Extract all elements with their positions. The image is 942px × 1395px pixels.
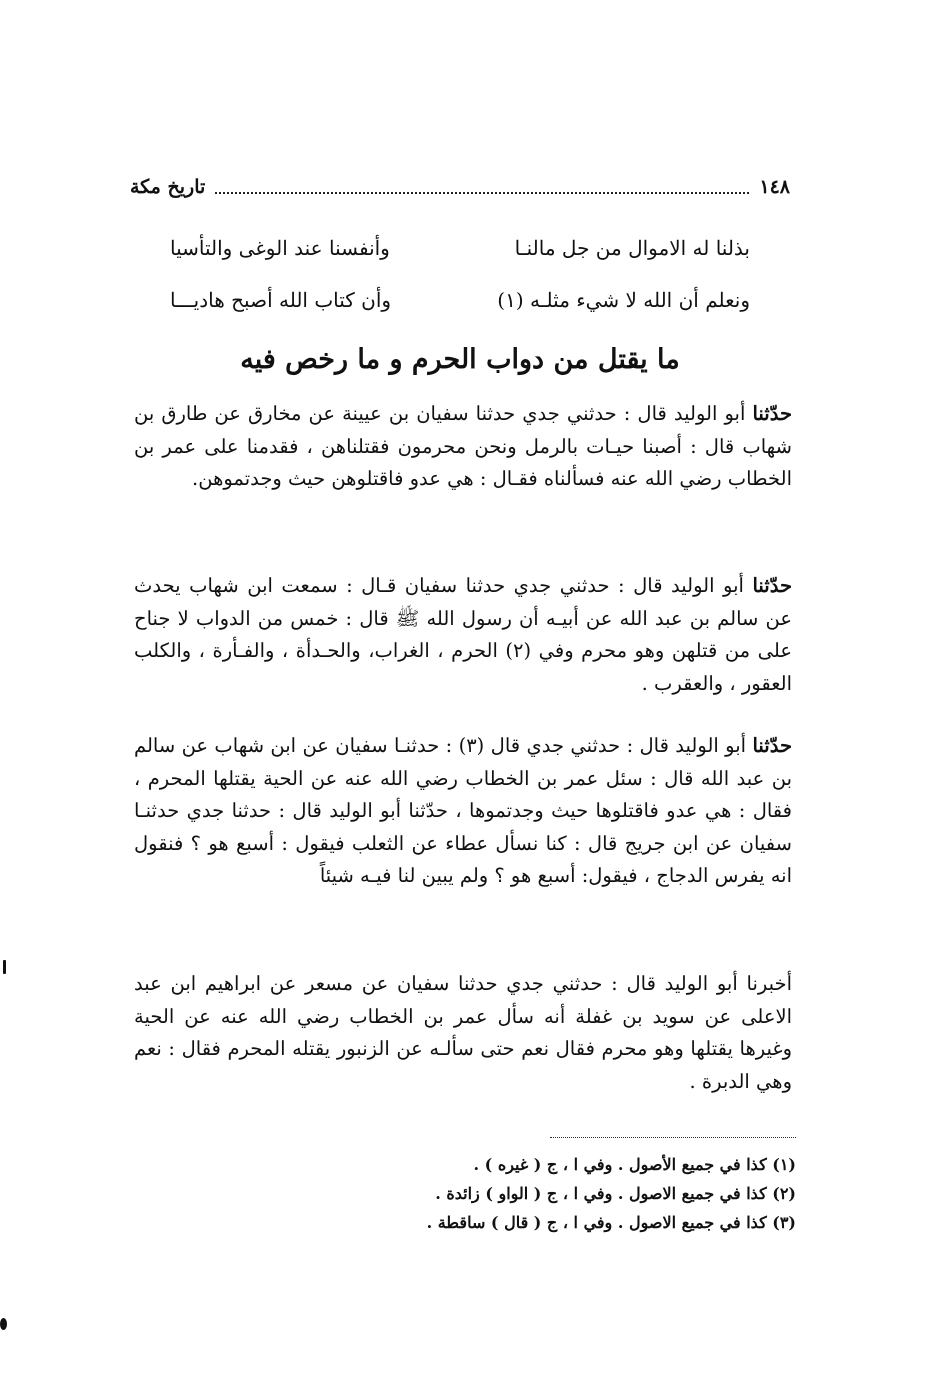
footnote-separator (550, 1137, 796, 1138)
paragraph-text: أبو الوليد قال : حدثني جدي حدثنا سفيان بن عيينة عن مخارق عن طارق بن شهاب قال : أصبنا حيـات بالرمل ونحن محرمون فقتلناهن ، فقدمنا على عمر بن الخطاب رضي الله عنه فسألناه فقـال : هي عدو فاقتلوهن حيث وجدتموهن. (134, 402, 792, 490)
footnote: (٣) كذا في جميع الاصول . وفي ا ، ج ( قال ) ساقطة . (426, 1213, 796, 1232)
paragraph-lead: حدّثنا (752, 574, 792, 597)
poem-line (170, 222, 750, 274)
paragraph (134, 968, 792, 1098)
footnote: (١) كذا في جميع الأصول . وفي ا ، ج ( غيره ) . (473, 1155, 796, 1174)
scan-mark (3, 960, 6, 974)
page-header (130, 172, 790, 202)
paragraph (134, 398, 792, 496)
section-title: ما يقتل من دواب الحرم و ما رخص فيه (240, 344, 680, 375)
paragraph-text: أخبرنا أبو الوليد قال : حدثني جدي حدثنا سفيان عن مسعر عن ابراهيم ابن عبد الاعلى عن سويد بن غفلة أنه سأل عمر بن الخطاب رضي الله عنه عن الحية وغيرها يقتلها وهو محرم فقال نعم حتى سألـه عن الزنبور يقتله المحرم فقال : نعم وهي الدبرة . (134, 972, 792, 1093)
poem-verses (170, 222, 750, 326)
poem-second-hemistich: وأنفسنا عند الوغى والتأسيا (170, 236, 390, 260)
poem-first-hemistich: بذلنا له الاموال من جل مالنـا (514, 236, 750, 260)
page-number: ١٤٨ (759, 176, 790, 198)
footnotes (200, 1150, 796, 1237)
footnote: (٢) كذا في جميع الاصول . وفي ا ، ج ( الواو ) زائدة . (435, 1184, 796, 1203)
running-title: تاريخ مكة (130, 176, 206, 198)
paragraph-lead: حدّثنا (752, 734, 793, 757)
poem-line (170, 274, 750, 326)
paragraph-text: أبو الوليد قال : حدثني جدي حدثنا سفيان قـال : سمعت ابن شهاب يحدث عن سالم بن عبد الله عن أبيـه أن رسول الله ﷺ قال : خمس من الدواب لا جناح على من قتلهن وهو محرم وفي (٢) الحرم ، الغراب، والحـدأة ، والفـأرة ، والكلب العقور ، والعقرب . (134, 574, 792, 695)
paragraph (134, 570, 792, 700)
poem-first-hemistich: ونعلم أن الله لا شيء مثلـه (١) (497, 288, 750, 312)
paragraph (134, 730, 792, 893)
poem-second-hemistich: وأن كتاب الله أصبح هاديـــا (170, 288, 392, 312)
header-dotted-leader (215, 180, 749, 194)
paragraph-lead: حدّثنا (752, 402, 792, 425)
scan-mark (0, 1318, 7, 1330)
paragraph-text: أبو الوليد قال : حدثني جدي قال (٣) : حدثنـا سفيان عن ابن شهاب عن سالم بن عبد الله قال : سئل عمر بن الخطاب رضي الله عنه عن الحية يقتلها المحرم ، فقال : هي عدو فاقتلوها حيث وجدتموها ، حدّثنا أبو الوليد قال : حدثنا جدي حدثنـا سفيان عن ابن جريج قال : كنا نسأل عطاء عن الثعلب فيقول : أسبع هو ؟ فنقول انه يفرس الدجاج ، فيقول: أسبع هو ؟ ولم يبين لنا فيـه شيئاً (134, 734, 792, 887)
